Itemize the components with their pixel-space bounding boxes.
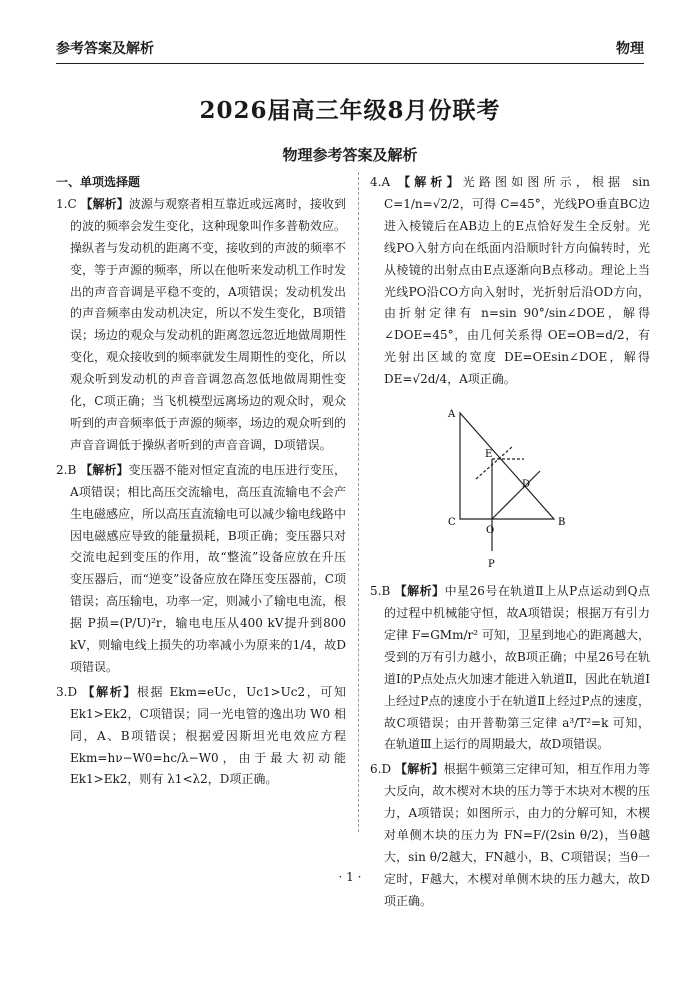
answer-number: 3.D <box>56 684 78 699</box>
answer-5 <box>370 581 650 756</box>
answer-2 <box>56 460 346 679</box>
left-column <box>56 172 346 791</box>
answer-number: 5.B <box>370 584 391 599</box>
header-left: 参考答案及解析 <box>56 41 154 57</box>
answer-6 <box>370 759 650 912</box>
header-rule <box>56 63 644 64</box>
answer-body: 根据牛顿第三定律可知，相互作用力等大反向，故木楔对木块的压力等于木块对木楔的压力，A项错误；如图所示，由力的分解可知，木楔对单侧木块的压力为 FN=F/(2sin θ/2)，当θ越大，sin θ/2越大，FN越小，B、C项错误；当θ一定时，F越大，木楔对单侧木块的压力越大，故D项正确。 <box>384 762 650 908</box>
label-b: B <box>558 517 566 529</box>
answer-number: 1.C <box>56 196 77 211</box>
label-c: C <box>448 517 456 529</box>
answer-tag: 【解析】 <box>395 762 444 777</box>
column-divider <box>358 172 359 832</box>
answer-number: 2.B <box>56 462 77 477</box>
answer-1 <box>56 194 346 457</box>
label-o: O <box>486 525 495 537</box>
answer-body: 光路图如图所示，根据 sin C=1/n=√2/2，可得 C=45°，光线PO垂直BC边进入棱镜后在AB边上的E点恰好发生全反射。光线PO入射方向在纸面内沿顺时针方向偏转时，光从棱镜的出射点由E点逐渐向B点移动。理论上当光线PO沿CO方向入射时，光折射后沿OD方向，由折射定律有 n=sin 90°/sin∠DOE，解得∠DOE=45°，由几何关系得 OE=OB=d/2，有光射出区域的宽度 DE=OEsin∠DOE，解得 DE=√2d/4，A项正确。 <box>384 175 650 387</box>
answer-body: 变压器不能对恒定直流的电压进行变压，A项错误；相比高压交流输电，高压直流输电不会产生电磁感应，所以高压直流输电可以减少输电线路中因电磁感应导致的能量损耗，B项正确；变压器只对交流电起到变压的作用，故“整流”设备应放在升压变压器后，而“逆变”设备应放在降压变压器前，C项错误；高压输电，功率一定，则减小了输电电流，根据 P损=(P/U)²r，输电电压从400 kV提升到800 kV，则输电线上损失的功率减小为原来的1/4，故D项错误。 <box>70 462 347 674</box>
answer-body: 中星26号在轨道Ⅱ上从P点运动到Q点的过程中机械能守恒，故A项错误；根据万有引力定律 F=GMm/r² 可知，卫星到地心的距离越大，受到的万有引力越小，故B项正确；中星26号在轨道Ⅰ的P点处点火加速才能进入轨道Ⅱ，因此在轨道Ⅰ上经过P点的速度小于在轨道Ⅱ上经过P点的速度，故C项错误；由开普勒第三定律 a³/T²=k 可知，在轨道Ⅲ上运行的周期最大，故D项错误。 <box>384 584 650 752</box>
answer-number: 4.A <box>370 175 391 189</box>
refracted-ray <box>492 491 520 519</box>
prism-outline <box>460 413 554 519</box>
answer-4 <box>370 172 650 391</box>
label-e: E <box>485 449 493 461</box>
header-right: 物理 <box>616 41 644 57</box>
label-p: P <box>488 559 495 571</box>
answer-number: 6.D <box>370 762 392 777</box>
answer-tag: 【解析】 <box>394 584 445 599</box>
section-heading: 一、单项选择题 <box>56 175 141 189</box>
answer-tag: 【解析】 <box>398 175 463 189</box>
prism-light-path-figure <box>442 401 572 571</box>
page-title: 2026届高三年级8月份联考 <box>199 97 501 124</box>
label-d: D <box>522 479 531 491</box>
answer-tag: 【解析】 <box>80 196 129 211</box>
answer-body: 根据 Ekm=eUc，Uc1>Uc2，可知 Ek1>Ek2，C项错误；同一光电管的逸出功 W0 相同，A、B项错误；根据爱因斯坦光电效应方程 Ekm=hν−W0=hc/λ−W0，由于最大初动能 Ek1>Ek2，则有 λ1<λ2，D项正确。 <box>70 684 346 787</box>
label-a: A <box>448 409 456 421</box>
answer-tag: 【解析】 <box>80 462 129 477</box>
answer-tag: 【解析】 <box>82 684 137 699</box>
page-subtitle: 物理参考答案及解析 <box>282 146 418 164</box>
answer-body: 波源与观察者相互靠近或远离时，接收到的波的频率会发生变化，这种现象叫作多普勒效应。操纵者与发动机的距离不变，接收到的声波的频率不变，等于声源的频率，所以在他听来发动机工作时发出的声音音调是平稳不变的，A项错误；发动机发出的声音频率由发动机决定，所以不发生变化，B项错误；场边的观众与发动机的距离忽远忽近地做周期性变化，观众接收到的频率就发生周期性的变化，所以观众听到发动机的声音音调忽高忽低地做周期性变化，C项正确；当飞机模型远离场边的观众时，观众听到的声音频率低于声源的频率，场边的观众听到的声音音调低于操纵者听到的声音音调，D项错误。 <box>70 196 347 452</box>
right-column <box>370 172 650 913</box>
page-number: · 1 · <box>338 870 362 884</box>
answer-3 <box>56 682 346 792</box>
